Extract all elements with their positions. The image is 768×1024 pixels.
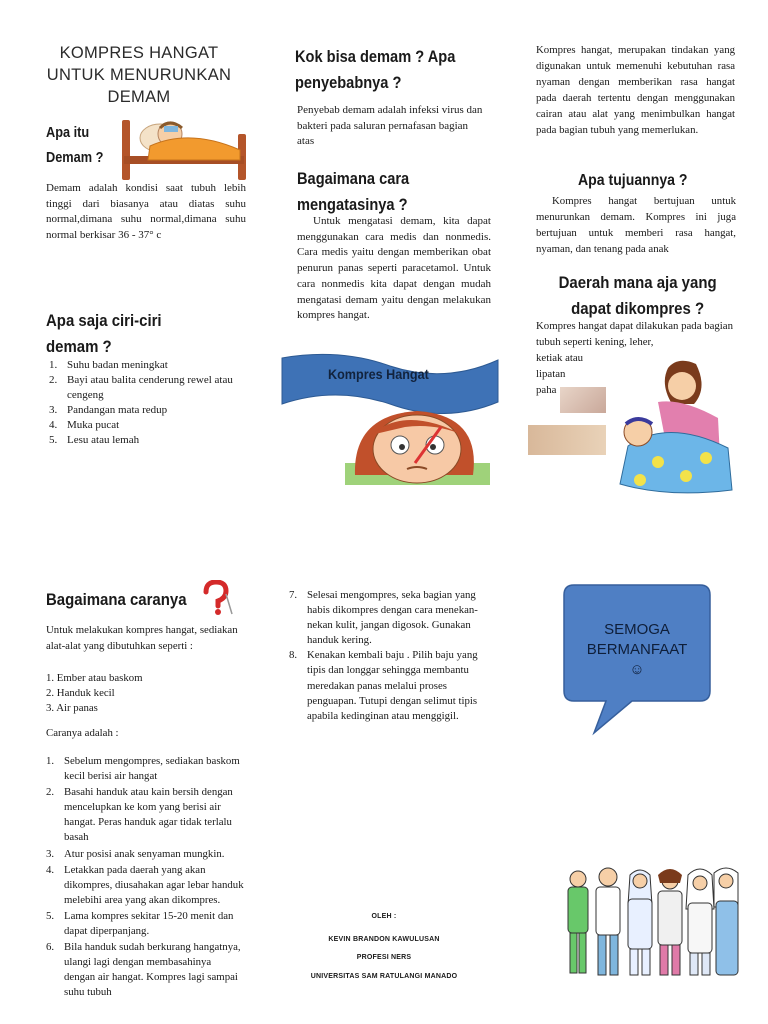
healthcare-team-illustration: [560, 865, 740, 985]
list-item: 7. Selesai mengompres, seka bagian yang habis dikompres dengan cara menekan-nekan kulit, jangan digosok. Gunakan handuk kering.: [289, 589, 478, 647]
list-item: 4. Letakkan pada daerah yang akan dikompres, diusahakan agar lebar handuk melebihi area yang akan dikompres.: [46, 863, 244, 906]
bubble-text: SEMOGA BERMANFAAT ☺: [586, 621, 688, 678]
steps-list-part-1: [46, 754, 244, 1001]
list-item: paha: [536, 384, 557, 396]
brochure-title: [30, 42, 248, 108]
banner-label: Kompres Hangat: [328, 366, 429, 382]
heading-cara-mengatasi: Bagaimana cara mengatasinya ?: [297, 169, 410, 214]
list-item: 2. Bayi atau balita cenderung rewel atau cengeng: [49, 374, 233, 401]
list-item: 3. Air panas: [46, 702, 98, 714]
kompres-hangat-definition: Kompres hangat, merupakan tindakan yang digunakan untuk memenuhi kebutuhan rasa nyaman dengan memberikan rasa hangat pada daerah tertentu dengan menggunakan cairan atau alat yang menimbulkan hangat pada bagian tubuh yang memerlukan.: [536, 44, 735, 136]
penyebab-description: Penyebab demam adalah infeksi virus dan bakteri pada saluran pernafasan bagian atas: [297, 104, 483, 147]
photo-thumbnail: [528, 425, 606, 455]
heading-tujuan: Apa tujuannya ?: [578, 172, 688, 189]
author-name: KEVIN BRANDON KAWULUSAN: [328, 935, 440, 943]
list-item: lipatan: [536, 368, 566, 380]
cara-mengatasi-description: Untuk mengatasi demam, kita dapat menggunakan cara medis dan nonmedis. Cara medis yaitu dengan memberikan obat penurun panas seperti paracetamol. Untuk cara nonmedis kita dapat dengan mudah mengatasi demam yaitu dengan melakukan kompres hangat.: [297, 215, 491, 322]
list-item: 4. Muka pucat: [49, 419, 120, 431]
title-line-2: UNTUK MENURUNKAN: [46, 66, 232, 84]
heading-bagaimana-caranya: Bagaimana caranya: [46, 590, 187, 609]
list-item: 1. Sebelum mengompres, sediakan baskom kecil berisi air hangat: [46, 755, 240, 783]
list-item: 1. Ember atau baskom: [46, 672, 143, 684]
demam-description: Demam adalah kondisi saat tubuh lebih tinggi dari biasanya atau diatas suhu normal,dimana suhu normal,dimana suhu normal berkisar 36 - 37° c: [46, 182, 246, 241]
list-item: 2. Handuk kecil: [46, 687, 115, 699]
heading-daerah-kompres: Daerah mana aja yang dapat dikompres ?: [558, 273, 717, 318]
heading-apa-itu-demam: Apa itu Demam ?: [46, 124, 104, 166]
tujuan-description: Kompres hangat bertujuan untuk menurunkan demam. Kompres ini juga bertujuan untuk memberi rasa hangat, nyaman, dan tenang pada anak: [536, 195, 736, 255]
title-line-3: DEMAM: [107, 88, 171, 106]
author-program: PROFESI NERS: [356, 954, 412, 961]
photo-thumbnail: [560, 387, 606, 413]
sick-child-bed-illustration: [120, 112, 248, 184]
daerah-description: Kompres hangat dapat dilakukan pada bagian tubuh seperti kening, leher,: [536, 320, 733, 348]
list-item: 3. Atur posisi anak senyaman mungkin.: [46, 847, 225, 860]
list-item: 2. Basahi handuk atau kain bersih dengan mencelupkan ke kom yang berisi air hangat. Peras handuk agar tidak terlalu basah: [46, 786, 233, 844]
list-item: 5. Lama kompres sekitar 15-20 menit dan dapat diperpanjang.: [46, 909, 234, 938]
heading-ciri-ciri-demam: Apa saja ciri-ciri demam ?: [46, 311, 162, 356]
list-item: 1. Suhu badan meningkat: [49, 359, 168, 371]
credits: [284, 913, 484, 981]
mother-child-illustration: [608, 358, 738, 498]
list-item: ketiak atau: [536, 352, 584, 364]
list-item: 3. Pandangan mata redup: [49, 404, 168, 416]
title-line-1: KOMPRES HANGAT: [59, 44, 219, 62]
credits-label: OLEH :: [371, 913, 397, 920]
alat-list: [46, 671, 143, 716]
steps-list-part-2: [289, 588, 485, 724]
list-item: 6. Bila handuk sudah berkurang hangatnya, ulangi lagi dengan membasahinya dengan air hangat. Kompres lagi sampai suhu tubuh: [46, 941, 241, 999]
list-item: 8. Kenakan kembali baju . Pilih baju yang tipis dan longgar sehingga membantu meredakan panas melalui proses penguapan. Tutupi dengan selimut tipis apabila kedinginan atau menggigil.: [289, 649, 478, 722]
sick-girl-illustration: [345, 405, 490, 485]
caranya-label: Caranya adalah :: [46, 727, 119, 739]
heading-penyebab-demam: Kok bisa demam ? Apa penyebabnya ?: [295, 47, 456, 92]
question-mark-icon: [198, 580, 234, 616]
ciri-list: [49, 358, 249, 448]
alat-intro: Untuk melakukan kompres hangat, sediakan alat-alat yang dibutuhkan seperti :: [46, 624, 238, 652]
author-university: UNIVERSITAS SAM RATULANGI MANADO: [310, 972, 458, 980]
list-item: 5. Lesu atau lemah: [49, 434, 140, 446]
